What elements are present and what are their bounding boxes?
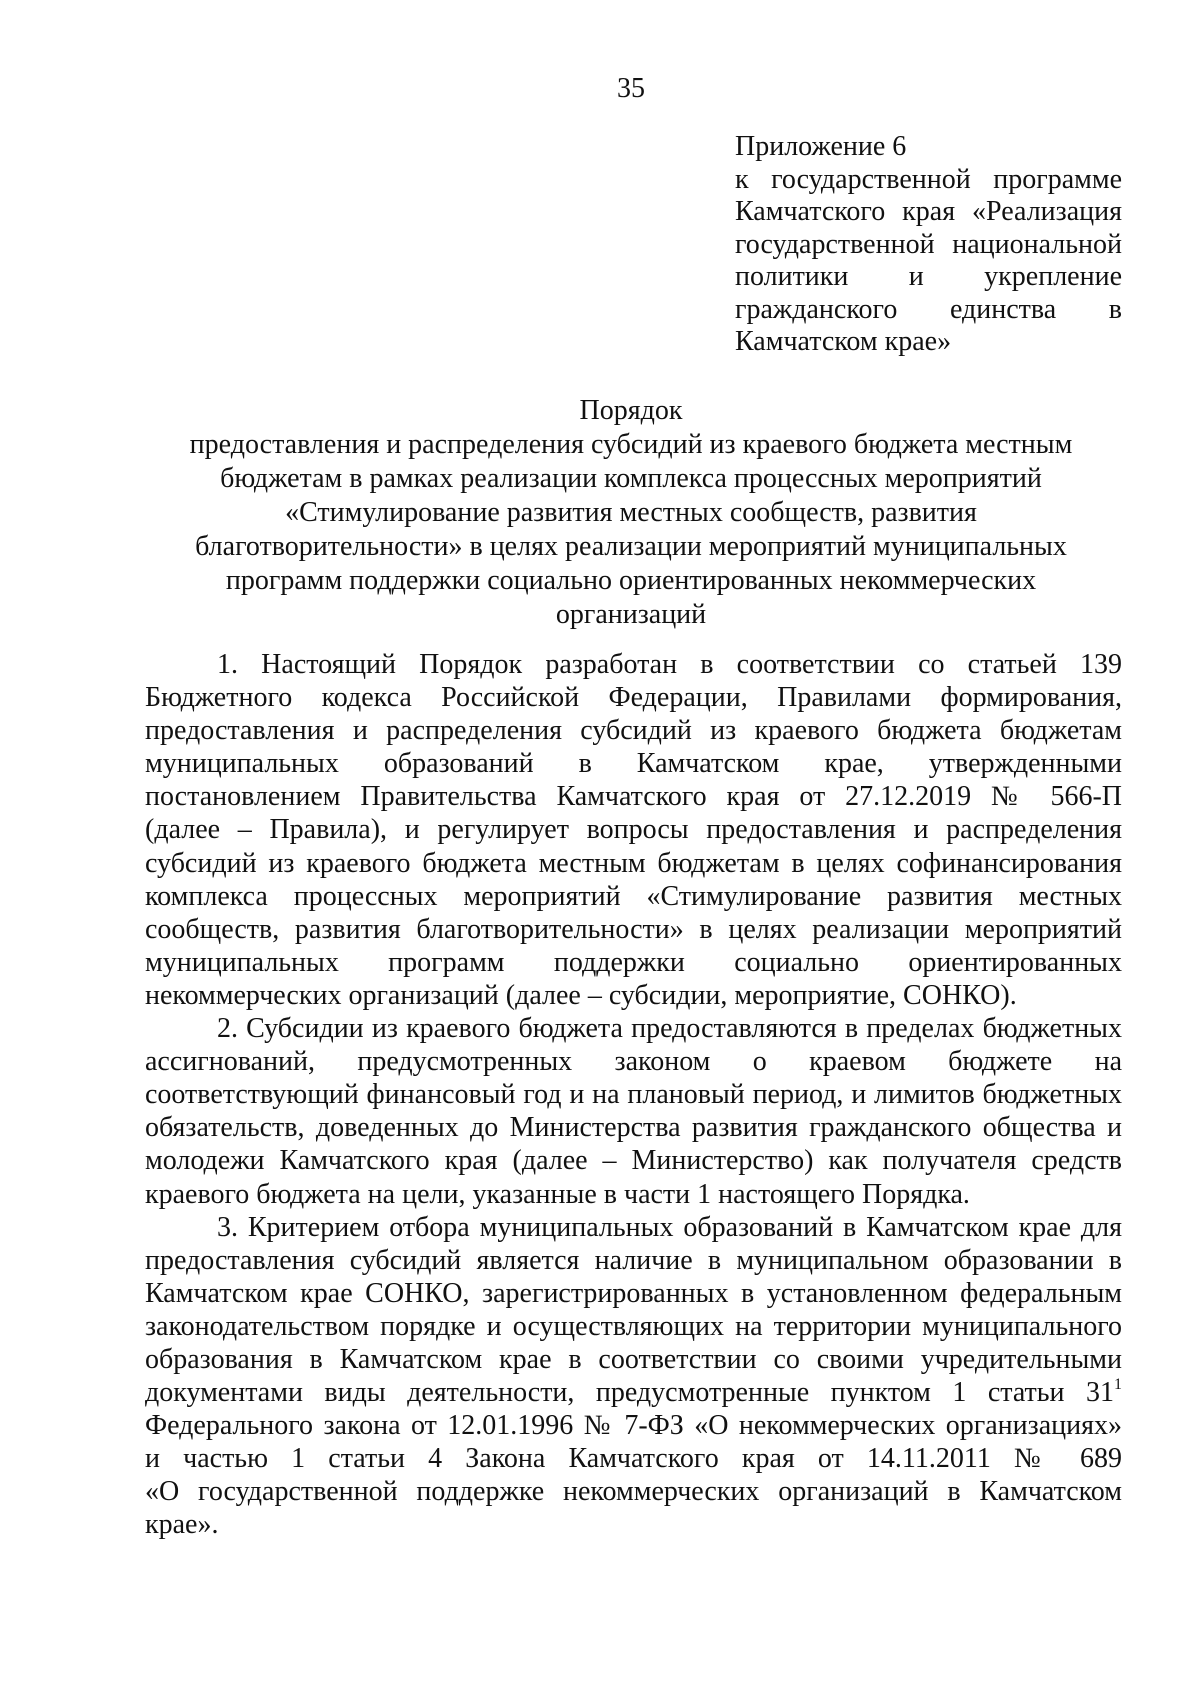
text-line: 1. Настоящий Порядок разработан в соответствии со статьей 139 [217, 649, 1122, 680]
paragraph-3 [145, 1211, 1122, 1542]
document-title [145, 394, 1117, 632]
text-line: 2. Субсидии из краевого бюджета предоставляются в пределах бюджетных [217, 1013, 1122, 1045]
text-line: Бюджетного кодекса Российской Федерации, Правилами формирования, [145, 682, 1122, 714]
text-line: предоставления субсидий является наличие в муниципальном образовании в [145, 1244, 1122, 1276]
text-line: постановлением Правительства Камчатского края от 27.12.2019 № 566-П [145, 781, 1122, 813]
title-heading: Порядок [579, 395, 683, 426]
text-line: некоммерческих организаций (далее – субсидии, мероприятие, СОНКО). [145, 979, 1017, 1011]
title-line: «Стимулирование развития местных сообществ, развития [285, 497, 977, 528]
text-line: субсидий из краевого бюджета местным бюджетам в целях софинансирования [145, 847, 1122, 879]
appendix-line: Камчатского края «Реализация [735, 196, 1122, 227]
appendix-line: Камчатском крае» [735, 326, 952, 357]
text-line: краевого бюджета на цели, указанные в части 1 настоящего Порядка. [145, 1178, 970, 1210]
superscript: 1 [1114, 1376, 1122, 1394]
appendix-line: государственной национальной [735, 228, 1122, 260]
appendix-reference [735, 131, 1122, 359]
text-line: комплекса процессных мероприятий «Стимулирование развития местных [145, 880, 1122, 912]
title-line: бюджетам в рамках реализации комплекса процессных мероприятий [220, 463, 1042, 494]
page-number: 35 [617, 73, 645, 104]
text-line: муниципальных образований в Камчатском крае, утвержденными [145, 748, 1122, 780]
appendix-line: Приложение 6 [735, 131, 907, 162]
text-line: «О государственной поддержке некоммерческих организаций в Камчатском [145, 1476, 1122, 1508]
title-line: организаций [555, 599, 707, 630]
title-line: программ поддержки социально ориентированных некоммерческих [225, 565, 1037, 596]
title-line: благотворительности» в целях реализации мероприятий муниципальных [195, 531, 1067, 562]
text-line: Федерального закона от 12.01.1996 № 7-ФЗ «О некоммерческих организациях» [145, 1410, 1122, 1442]
text-line: соответствующий финансовый год и на плановый период, и лимитов бюджетных [145, 1079, 1122, 1111]
text-line: молодежи Камчатского края (далее – Министерство) как получателя средств [145, 1145, 1122, 1177]
text-line: (далее – Правила), и регулирует вопросы предоставления и распределения [145, 814, 1122, 846]
appendix-line: гражданского единства в [735, 293, 1122, 325]
text-line: сообществ, развития благотворительности» в целях реализации мероприятий [145, 913, 1122, 945]
text-line: Камчатском крае СОНКО, зарегистрированных в установленном федеральным [145, 1277, 1122, 1309]
text-line-with-superscript [145, 1376, 1122, 1409]
text-line: крае». [145, 1509, 219, 1541]
text-line: обязательств, доведенных до Министерства развития гражданского общества и [145, 1112, 1122, 1144]
document-body [145, 648, 1122, 1542]
text-line: муниципальных программ поддержки социально ориентированных [145, 946, 1122, 978]
text-line-content: документами виды деятельности, предусмотренные пунктом 1 статьи 31 [145, 1377, 1114, 1409]
text-line: ассигнований, предусмотренных законом о краевом бюджете на [145, 1046, 1122, 1078]
appendix-line: к государственной программе [735, 163, 1122, 195]
text-line: образования в Камчатском крае в соответствии со своими учредительными [145, 1343, 1122, 1375]
text-line: 3. Критерием отбора муниципальных образований в Камчатском крае для [217, 1211, 1122, 1243]
paragraph-2 [145, 1012, 1122, 1211]
title-line: предоставления и распределения субсидий из краевого бюджета местным [189, 429, 1073, 460]
appendix-line: политики и укрепление [735, 261, 1122, 292]
paragraph-1 [145, 648, 1122, 1012]
text-line: и частью 1 статьи 4 Закона Камчатского края от 14.11.2011 № 689 [145, 1443, 1122, 1475]
text-line: законодательством порядке и осуществляющих на территории муниципального [145, 1310, 1122, 1342]
text-line: предоставления и распределения субсидий из краевого бюджета бюджетам [145, 715, 1122, 747]
